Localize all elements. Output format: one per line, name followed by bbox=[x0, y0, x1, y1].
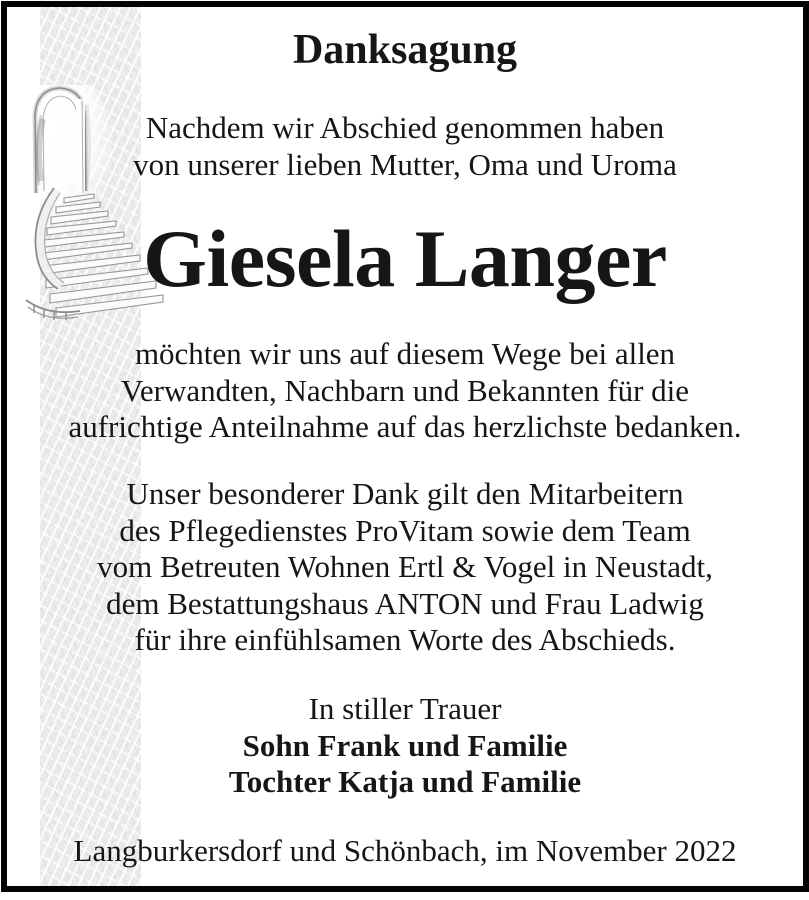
mourning-label: In stiller Trauer bbox=[308, 691, 502, 726]
mourning-block bbox=[7, 691, 803, 801]
special-thanks-line: des Pflegedienstes ProVitam sowie dem Team bbox=[119, 512, 691, 548]
special-thanks-line: dem Bestattungshaus ANTON und Frau Ladwig bbox=[106, 585, 704, 621]
deceased-name-block bbox=[7, 213, 803, 305]
intro-line: Nachdem wir Abschied genommen haben bbox=[145, 110, 665, 145]
special-thanks-paragraph bbox=[7, 476, 803, 659]
notice-heading bbox=[7, 26, 803, 74]
page-title: Danksagung bbox=[292, 27, 518, 73]
thanks-line: möchten wir uns auf diesem Wege bei allen bbox=[134, 336, 676, 371]
intro-paragraph bbox=[7, 110, 803, 183]
deceased-name: Giesela Langer bbox=[143, 213, 667, 304]
special-thanks-line: für ihre einfühlsamen Worte des Abschieds. bbox=[134, 622, 676, 658]
place-date: Langburkersdorf und Schönbach, im November 2022 bbox=[73, 833, 737, 868]
special-thanks-line: vom Betreuten Wohnen Ertl & Vogel in Neustadt, bbox=[97, 549, 713, 585]
thanks-line: Verwandten, Nachbarn und Bekannten für die bbox=[120, 372, 690, 408]
mourner-line: Sohn Frank und Familie bbox=[242, 727, 568, 763]
special-thanks-line: Unser besonderer Dank gilt den Mitarbeitern bbox=[126, 476, 684, 511]
mourner-line: Tochter Katja und Familie bbox=[228, 764, 582, 800]
notice-border-frame bbox=[1, 1, 809, 892]
notice-content bbox=[7, 7, 803, 886]
thanks-line: aufrichtige Anteilnahme auf das herzlichste bedanken. bbox=[68, 409, 742, 445]
place-date-block bbox=[7, 833, 803, 870]
thanks-paragraph bbox=[7, 336, 803, 446]
intro-line: von unserer lieben Mutter, Oma und Uroma bbox=[133, 146, 677, 182]
